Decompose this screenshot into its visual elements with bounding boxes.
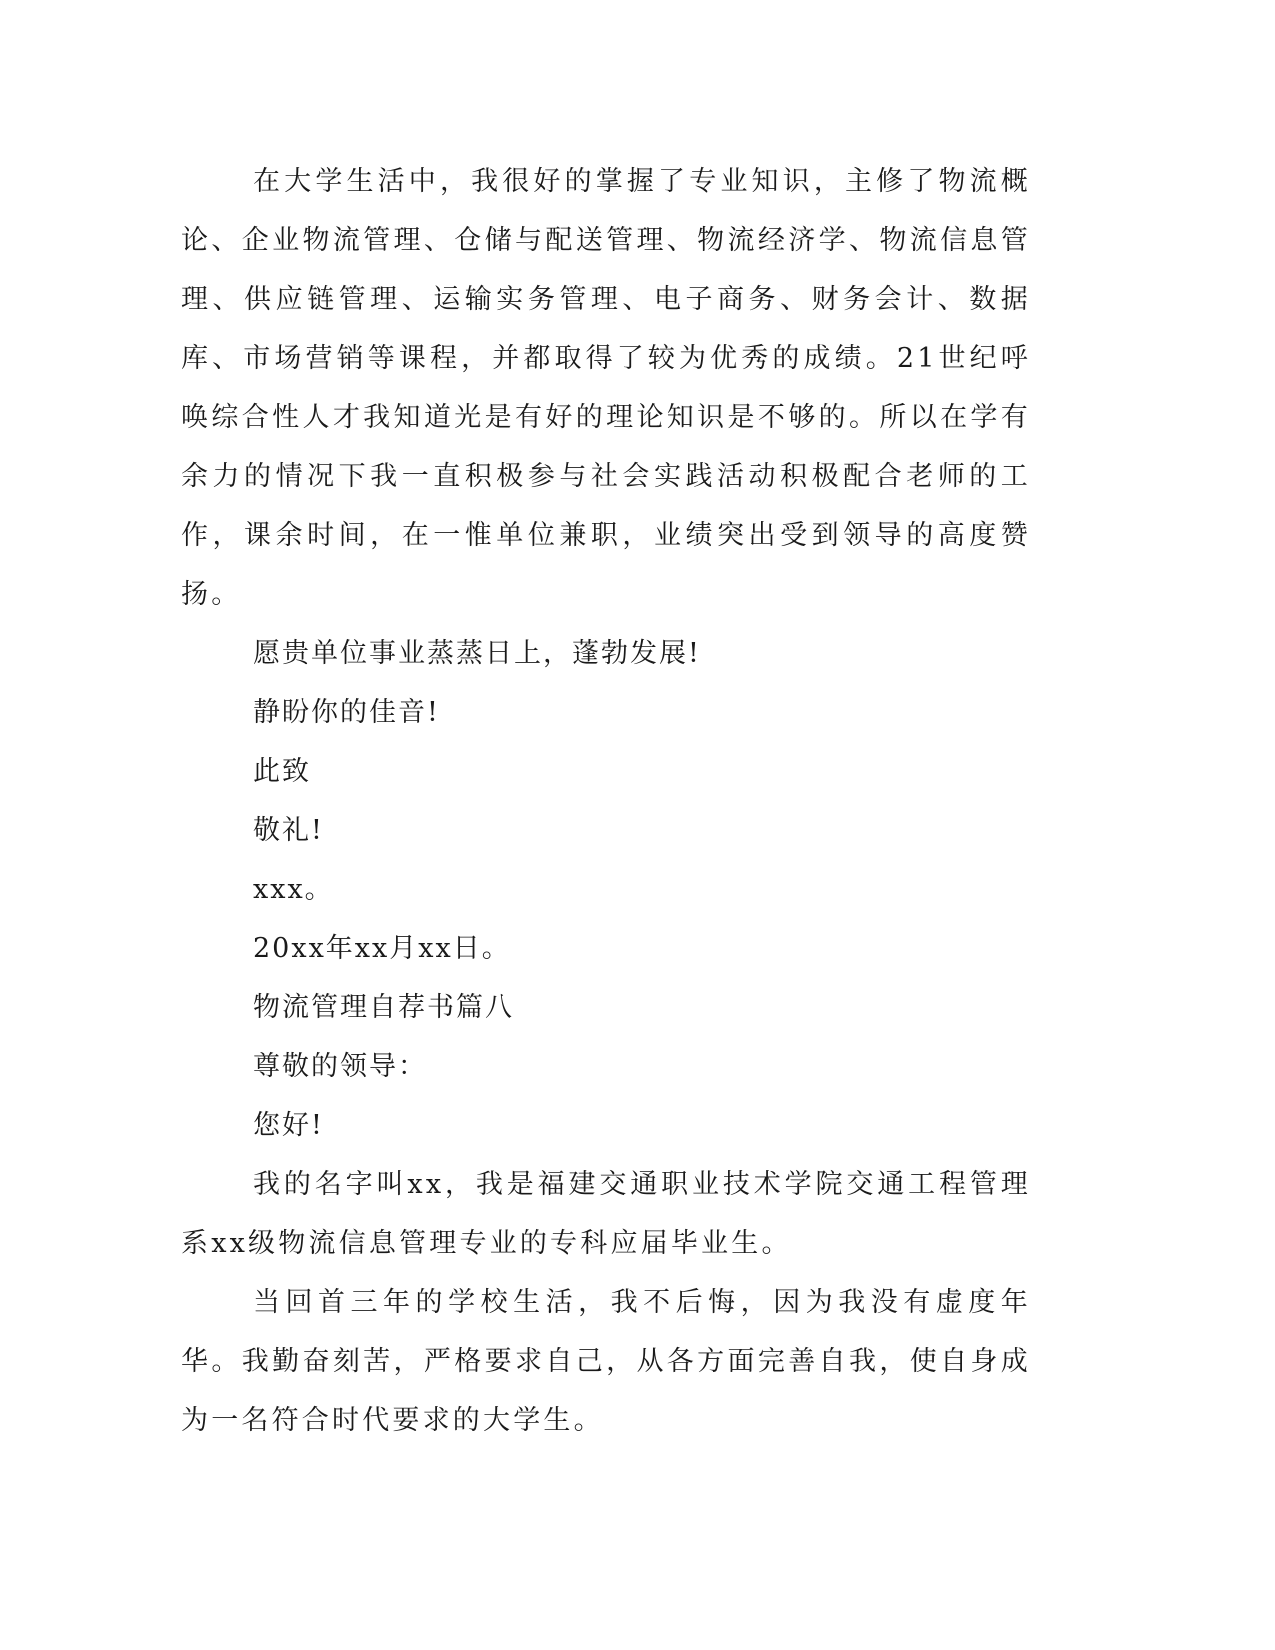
wish-line: 愿贵单位事业蒸蒸日上，蓬勃发展! xyxy=(253,638,701,669)
intro-paragraph: 在大学生活中，我很好的掌握了专业知识，主修了物流概论、企业物流管理、仓储与配送管理、物流经济学、物流信息管理、供应链管理、运输实务管理、电子商务、财务会计、数据库、市场营销等课程，并都取得了较为优秀的成绩。21世纪呼唤综合性人才我知道光是有好的理论知识是不够的。所以在学有余力的情况下我一直积极参与社会实践活动积极配合老师的工作，课余时间，在一惟单位兼职，业绩突出受到领导的高度赞扬。 xyxy=(181,166,1031,610)
self-introduction-paragraph: 我的名字叫xx，我是福建交通职业技术学院交通工程管理系xx级物流信息管理专业的专科应届毕业生。 xyxy=(181,1169,1031,1259)
regards-line: 敬礼! xyxy=(253,815,324,846)
greeting-line: 您好! xyxy=(253,1110,324,1141)
signature-line: xxx。 xyxy=(253,874,334,905)
document-body xyxy=(181,152,1031,1450)
await-reply-line: 静盼你的佳音! xyxy=(253,697,440,728)
closing-line: 此致 xyxy=(253,756,311,787)
date-line: 20xx年xx月xx日。 xyxy=(253,933,511,964)
school-life-paragraph: 当回首三年的学校生活，我不后悔，因为我没有虚度年华。我勤奋刻苦，严格要求自己，从各方面完善自我，使自身成为一名符合时代要求的大学生。 xyxy=(181,1287,1031,1436)
salutation-line: 尊敬的领导： xyxy=(253,1051,427,1082)
section-title: 物流管理自荐书篇八 xyxy=(253,992,514,1023)
